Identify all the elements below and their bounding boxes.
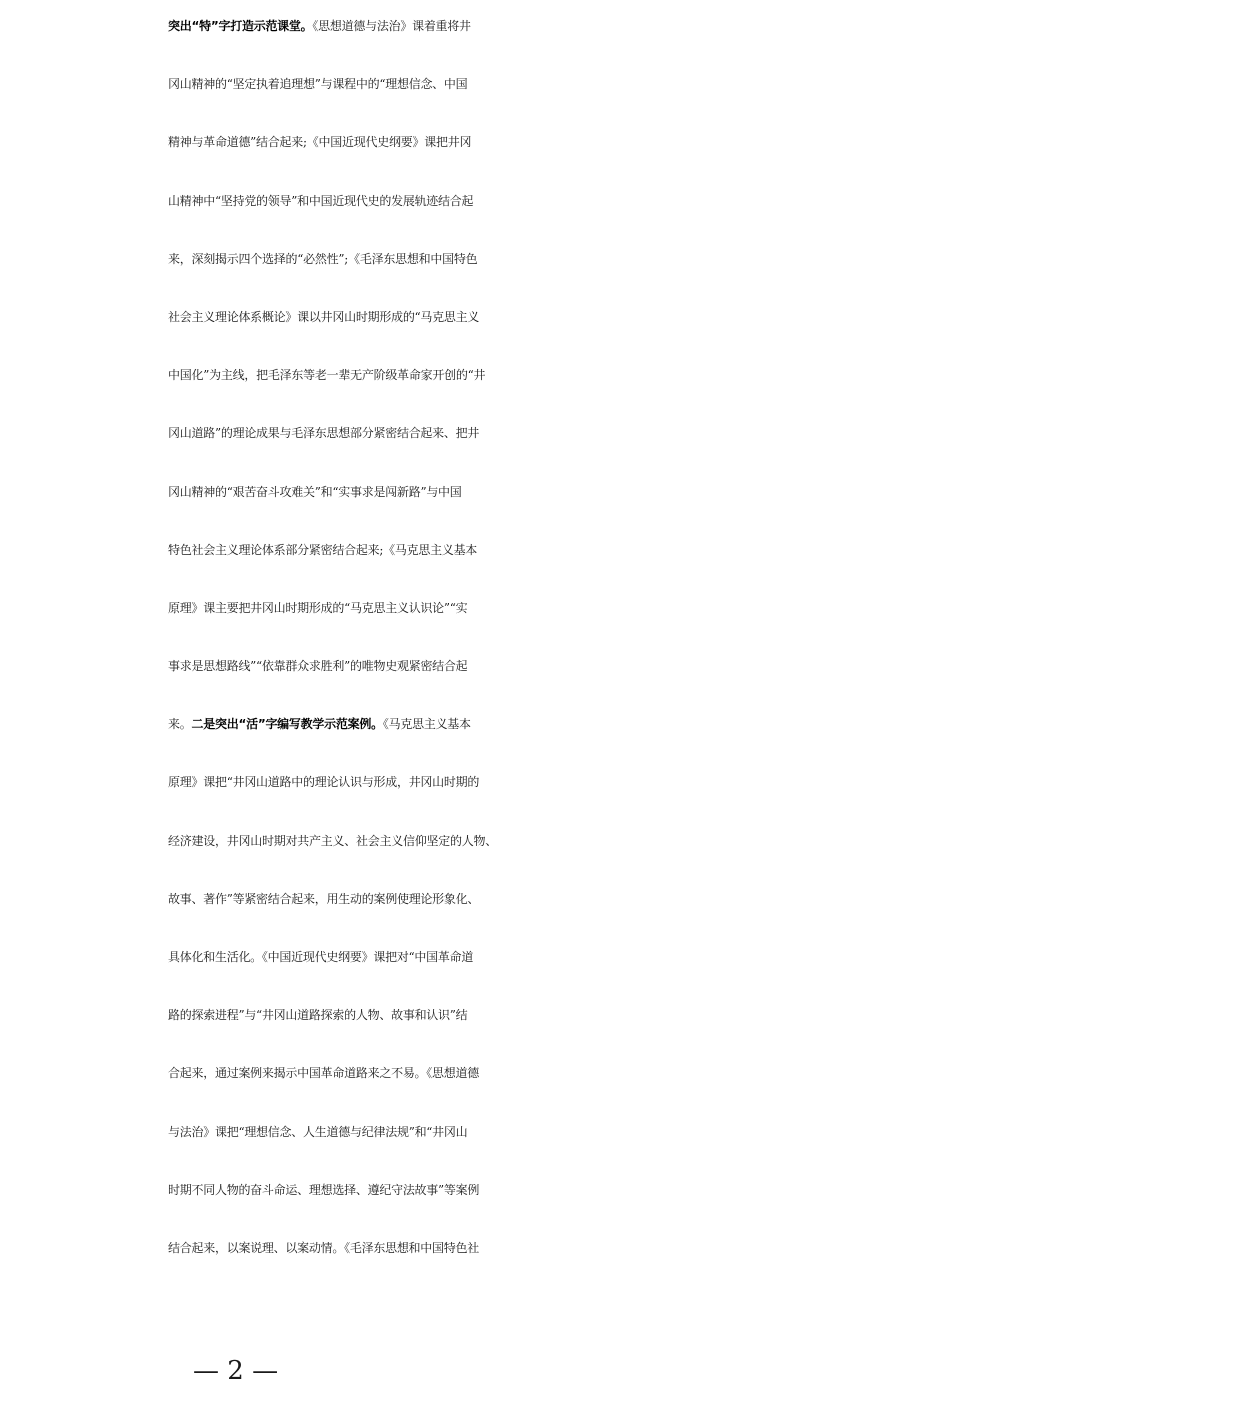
text-line bbox=[168, 753, 1068, 811]
text-line bbox=[168, 230, 1068, 288]
body-text-run: 具体化和生活化。《中国近现代史纲要》课把对“中国革命道 bbox=[168, 950, 474, 964]
text-line bbox=[168, 0, 1068, 55]
body-text-run: 社会主义理论体系概论》课以井冈山时期形成的“马克思主义 bbox=[168, 309, 480, 324]
body-text-run: 来，深刻揭示四个选择的“必然性”;《毛泽东思想和中国特色 bbox=[168, 251, 478, 266]
body-text-run: 时期不同人物的奋斗命运、理想选择、遵纪守法故事”等案例 bbox=[168, 1182, 480, 1197]
bold-heading-text: 二是突出“活”字编写教学示范案例。 bbox=[191, 717, 383, 732]
body-text-run: 原理》课主要把井冈山时期形成的“马克思主义认识论”“实 bbox=[168, 600, 468, 615]
text-line bbox=[168, 1219, 1068, 1277]
body-text-run: 原理》课把“井冈山道路中的理论认识与形成，井冈山时期的 bbox=[168, 775, 480, 790]
body-paragraph bbox=[168, 0, 1068, 1277]
page-number: — 2 — bbox=[193, 1356, 279, 1386]
text-line bbox=[168, 346, 1068, 404]
body-text-run: 冈山精神的“坚定执着追理想”与课程中的“理想信念、中国 bbox=[168, 77, 468, 92]
body-text-run: 经济建设，井冈山时期对共产主义、社会主义信仰坚定的人物、 bbox=[168, 833, 498, 848]
text-line bbox=[168, 288, 1068, 346]
body-text-run: 中国化”为主线，把毛泽东等老一辈无产阶级革命家开创的“井 bbox=[168, 368, 486, 383]
text-line bbox=[168, 637, 1068, 695]
text-line bbox=[168, 1161, 1068, 1219]
text-line bbox=[168, 812, 1068, 870]
text-line bbox=[168, 113, 1068, 171]
body-text-run: 山精神中“坚持党的领导”和中国近现代史的发展轨迹结合起 bbox=[168, 193, 474, 208]
body-text-run: 路的探索进程”与“井冈山道路探索的人物、故事和认识”结 bbox=[168, 1008, 468, 1023]
body-text-run: 结合起来，以案说理、以案动情。《毛泽东思想和中国特色社 bbox=[168, 1240, 480, 1255]
body-text-run: 故事、著作”等紧密结合起来，用生动的案例使理论形象化、 bbox=[168, 891, 480, 906]
text-line bbox=[168, 695, 1068, 753]
body-text-run: 特色社会主义理论体系部分紧密结合起来;《马克思主义基本 bbox=[168, 542, 478, 557]
body-text-run: 合起来，通过案例来揭示中国革命道路来之不易。《思想道德 bbox=[168, 1066, 480, 1081]
text-line bbox=[168, 579, 1068, 637]
body-text-run: 与法治》课把“理想信念、人生道德与纪律法规”和“井冈山 bbox=[168, 1124, 468, 1139]
body-text-run: 《马克思主义基本 bbox=[382, 717, 471, 732]
text-line bbox=[168, 870, 1068, 928]
body-text-run: 冈山道路”的理论成果与毛泽东思想部分紧密结合起来、把井 bbox=[168, 426, 480, 441]
text-line bbox=[168, 1103, 1068, 1161]
text-line bbox=[168, 463, 1068, 521]
body-text-run: 精神与革命道德”结合起来;《中国近现代史纲要》课把井冈 bbox=[168, 135, 472, 150]
bold-heading-text: 突出“特”字打造示范课堂。 bbox=[168, 19, 313, 33]
text-line bbox=[168, 55, 1068, 113]
text-line bbox=[168, 928, 1068, 986]
body-text-run: 事求是思想路线”“依靠群众求胜利”的唯物史观紧密结合起 bbox=[168, 659, 468, 674]
body-text-run: 冈山精神的“艰苦奋斗攻难关”和“实事求是闯新路”与中国 bbox=[168, 484, 462, 499]
text-line bbox=[168, 404, 1068, 462]
body-text-run: 来。 bbox=[168, 717, 192, 732]
text-line bbox=[168, 1044, 1068, 1102]
text-line bbox=[168, 986, 1068, 1044]
text-line bbox=[168, 172, 1068, 230]
body-text-run: 《思想道德与法治》课着重将井 bbox=[312, 19, 471, 33]
text-line bbox=[168, 521, 1068, 579]
